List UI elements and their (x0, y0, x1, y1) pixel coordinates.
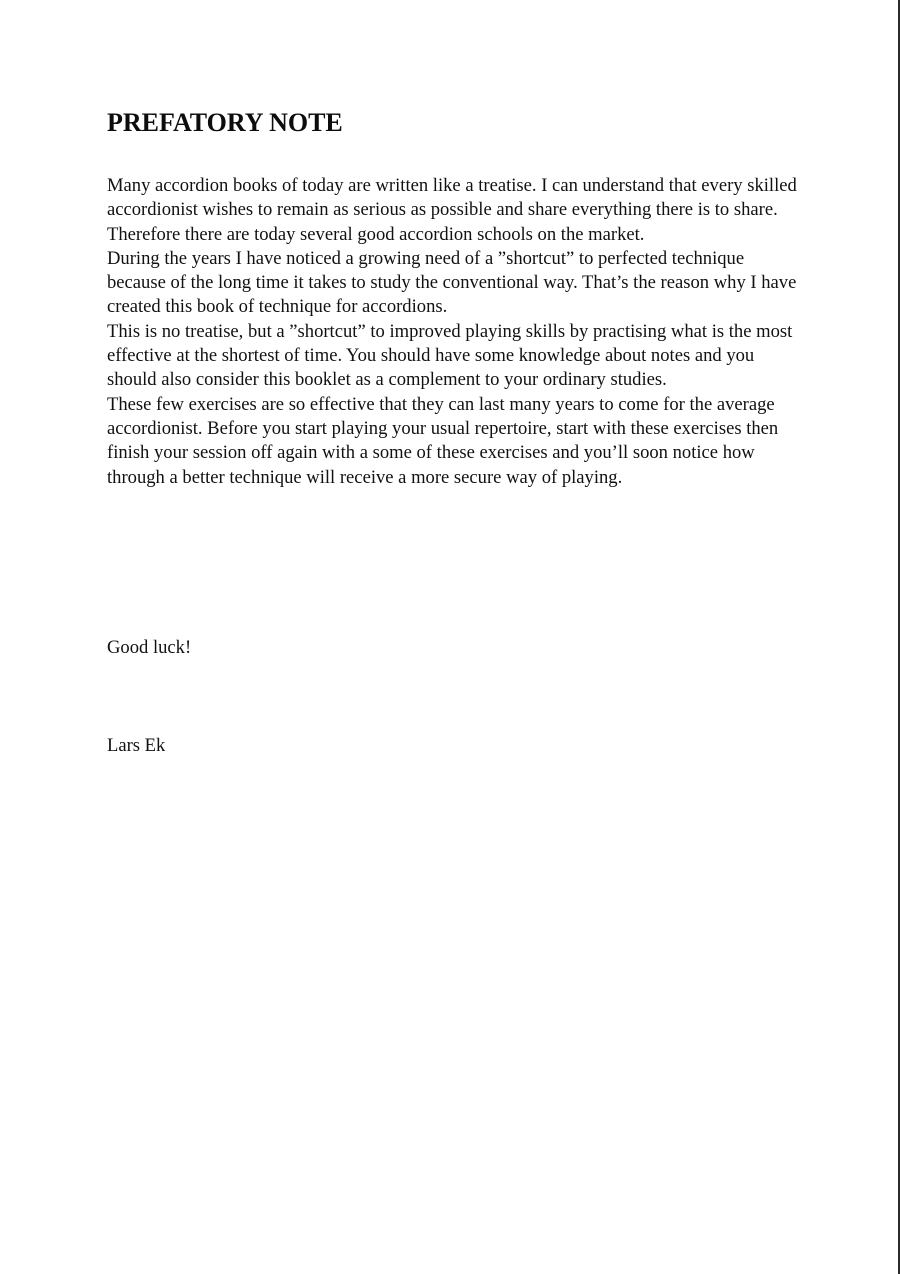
paragraph-3: This is no treatise, but a ”shortcut” to improved playing skills by practising what is the most effective at the shortest of time. You should have some knowledge about notes and you should also consider this booklet as a complement to your ordinary studies. (107, 320, 793, 391)
body-text (107, 174, 807, 490)
paragraph-1: Many accordion books of today are written like a treatise. I can understand that every skilled accordionist wishes to remain as serious as possible and share everything there is to share. Therefore there are today several good accordion schools on the market. (107, 175, 797, 245)
paragraph-4: These few exercises are so effective that they can last many years to come for the average accordionist. Before you start playing your usual repertoire, start with these exercises then finish your session off again with a some of these exercises and you’ll soon notice how through a better technique will receive a more secure way of playing. (107, 393, 779, 488)
paragraph-2: During the years I have noticed a growing need of a ”shortcut” to perfected technique because of the long time it takes to study the conventional way. That’s the reason why I have created this book of technique for accordions. (107, 247, 797, 318)
page-title: PREFATORY NOTE (107, 108, 343, 137)
author-signature: Lars Ek (107, 735, 166, 756)
document-content (107, 108, 807, 490)
closing-line: Good luck! (107, 637, 192, 658)
